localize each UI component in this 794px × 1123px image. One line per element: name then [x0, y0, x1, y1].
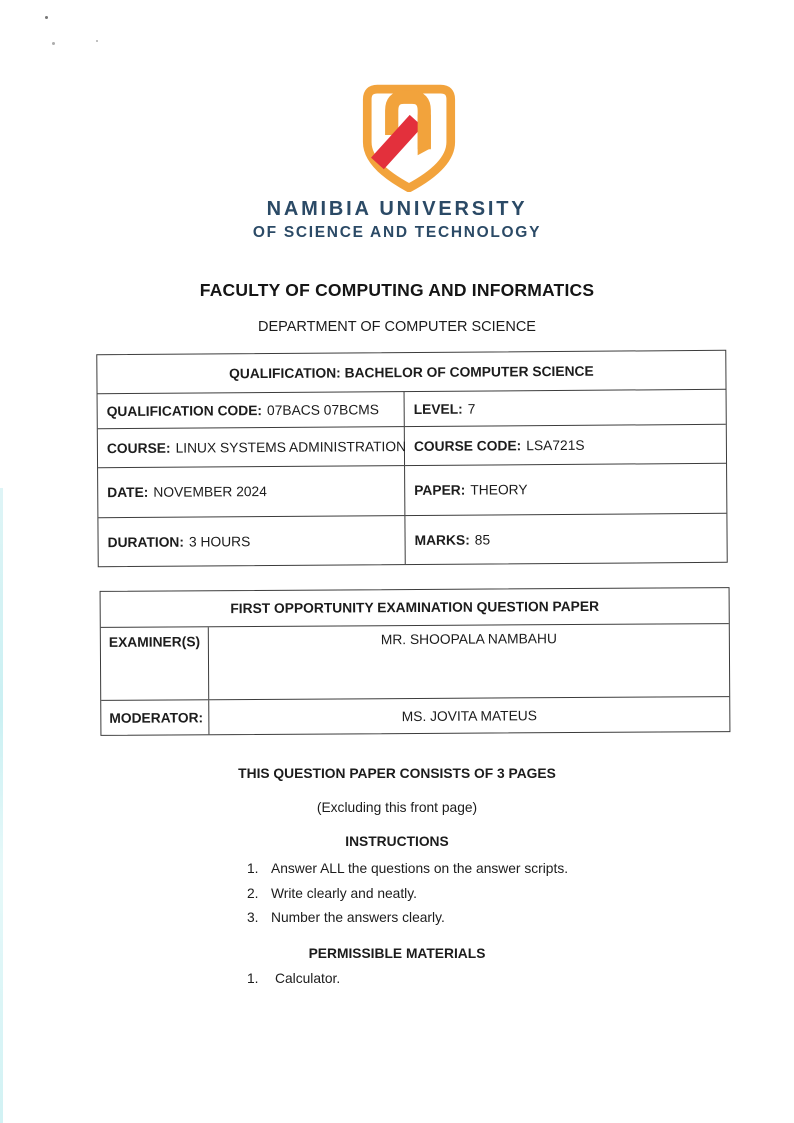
cell-value: MR. SHOOPALA NAMBAHU: [380, 631, 557, 648]
item-number: 2.: [247, 885, 259, 901]
table-row: [98, 389, 726, 428]
nust-shield-logo-icon: [353, 84, 465, 192]
qualification-table-header: QUALIFICATION: BACHELOR OF COMPUTER SCIENCE: [229, 363, 594, 381]
course-cell: [98, 427, 405, 467]
materials-heading: PERMISSIBLE MATERIALS: [308, 946, 486, 961]
cell-value: 07BACS 07BCMS: [266, 401, 380, 418]
department-heading: DEPARTMENT OF COMPUTER SCIENCE: [258, 319, 536, 335]
cell-value: THEORY: [470, 482, 528, 498]
cell-value: 85: [474, 531, 491, 548]
cell-value: 3 HOURS: [188, 533, 251, 550]
paper-cell: [405, 464, 726, 515]
list-item: [247, 910, 568, 926]
cell-label: MODERATOR:: [101, 700, 209, 735]
cell-label: COURSE CODE:: [413, 437, 522, 454]
cell-label: MARKS:: [414, 532, 470, 548]
cell-label: LEVEL:: [413, 401, 463, 417]
cell-value: LSA721S: [526, 437, 585, 453]
cell-label: PAPER:: [414, 482, 466, 498]
university-subtitle: OF SCIENCE AND TECHNOLOGY: [252, 224, 542, 241]
table-row: [98, 463, 726, 517]
item-number: 1.: [247, 971, 259, 986]
scan-speck: [52, 42, 55, 45]
item-text: Calculator.: [275, 971, 341, 986]
cell-value: NOVEMBER 2024: [153, 484, 267, 500]
moderator-row: [101, 696, 729, 735]
table-row: [98, 424, 726, 467]
item-text: Number the answers clearly.: [271, 910, 445, 926]
item-number: 3.: [247, 910, 259, 926]
cell-value: LINUX SYSTEMS ADMINISTRATION: [175, 438, 407, 456]
exam-table-header: FIRST OPPORTUNITY EXAMINATION QUESTION PAPER: [230, 598, 600, 617]
examiner-row: [101, 623, 729, 700]
item-text: Answer ALL the questions on the answer scripts.: [271, 861, 569, 876]
exam-table: [100, 587, 731, 736]
faculty-heading: FACULTY OF COMPUTING AND INFORMATICS: [199, 280, 595, 300]
pages-count-line: THIS QUESTION PAPER CONSISTS OF 3 PAGES: [238, 766, 556, 781]
list-item: [247, 971, 340, 987]
cell-label: DURATION:: [107, 534, 185, 550]
duration-cell: [98, 516, 405, 566]
scan-speck: [45, 16, 48, 19]
cell-label: EXAMINER(S): [101, 627, 209, 700]
instructions-heading: INSTRUCTIONS: [345, 834, 449, 849]
cell-value: MS. JOVITA MATEUS: [401, 707, 537, 724]
table-row: [98, 513, 726, 566]
cell-label: QUALIFICATION CODE:: [106, 402, 263, 419]
university-name: NAMIBIA UNIVERSITY: [266, 198, 528, 220]
cell-label: DATE:: [107, 484, 149, 501]
cell-label: COURSE:: [106, 440, 171, 456]
level-cell: [405, 390, 726, 426]
list-item: [247, 861, 568, 877]
marks-cell: [405, 514, 726, 564]
course-code-cell: [405, 425, 726, 465]
materials-list: [247, 971, 340, 996]
qualification-table: [96, 350, 727, 567]
date-cell: [98, 466, 405, 517]
list-item: [247, 886, 568, 902]
excluding-note: (Excluding this front page): [316, 800, 478, 815]
item-number: 1.: [247, 861, 259, 876]
qualification-code-cell: [98, 392, 405, 428]
instructions-list: [247, 861, 568, 935]
item-text: Write clearly and neatly.: [271, 885, 417, 901]
scan-speck: [96, 40, 98, 42]
cell-value: 7: [467, 401, 476, 417]
